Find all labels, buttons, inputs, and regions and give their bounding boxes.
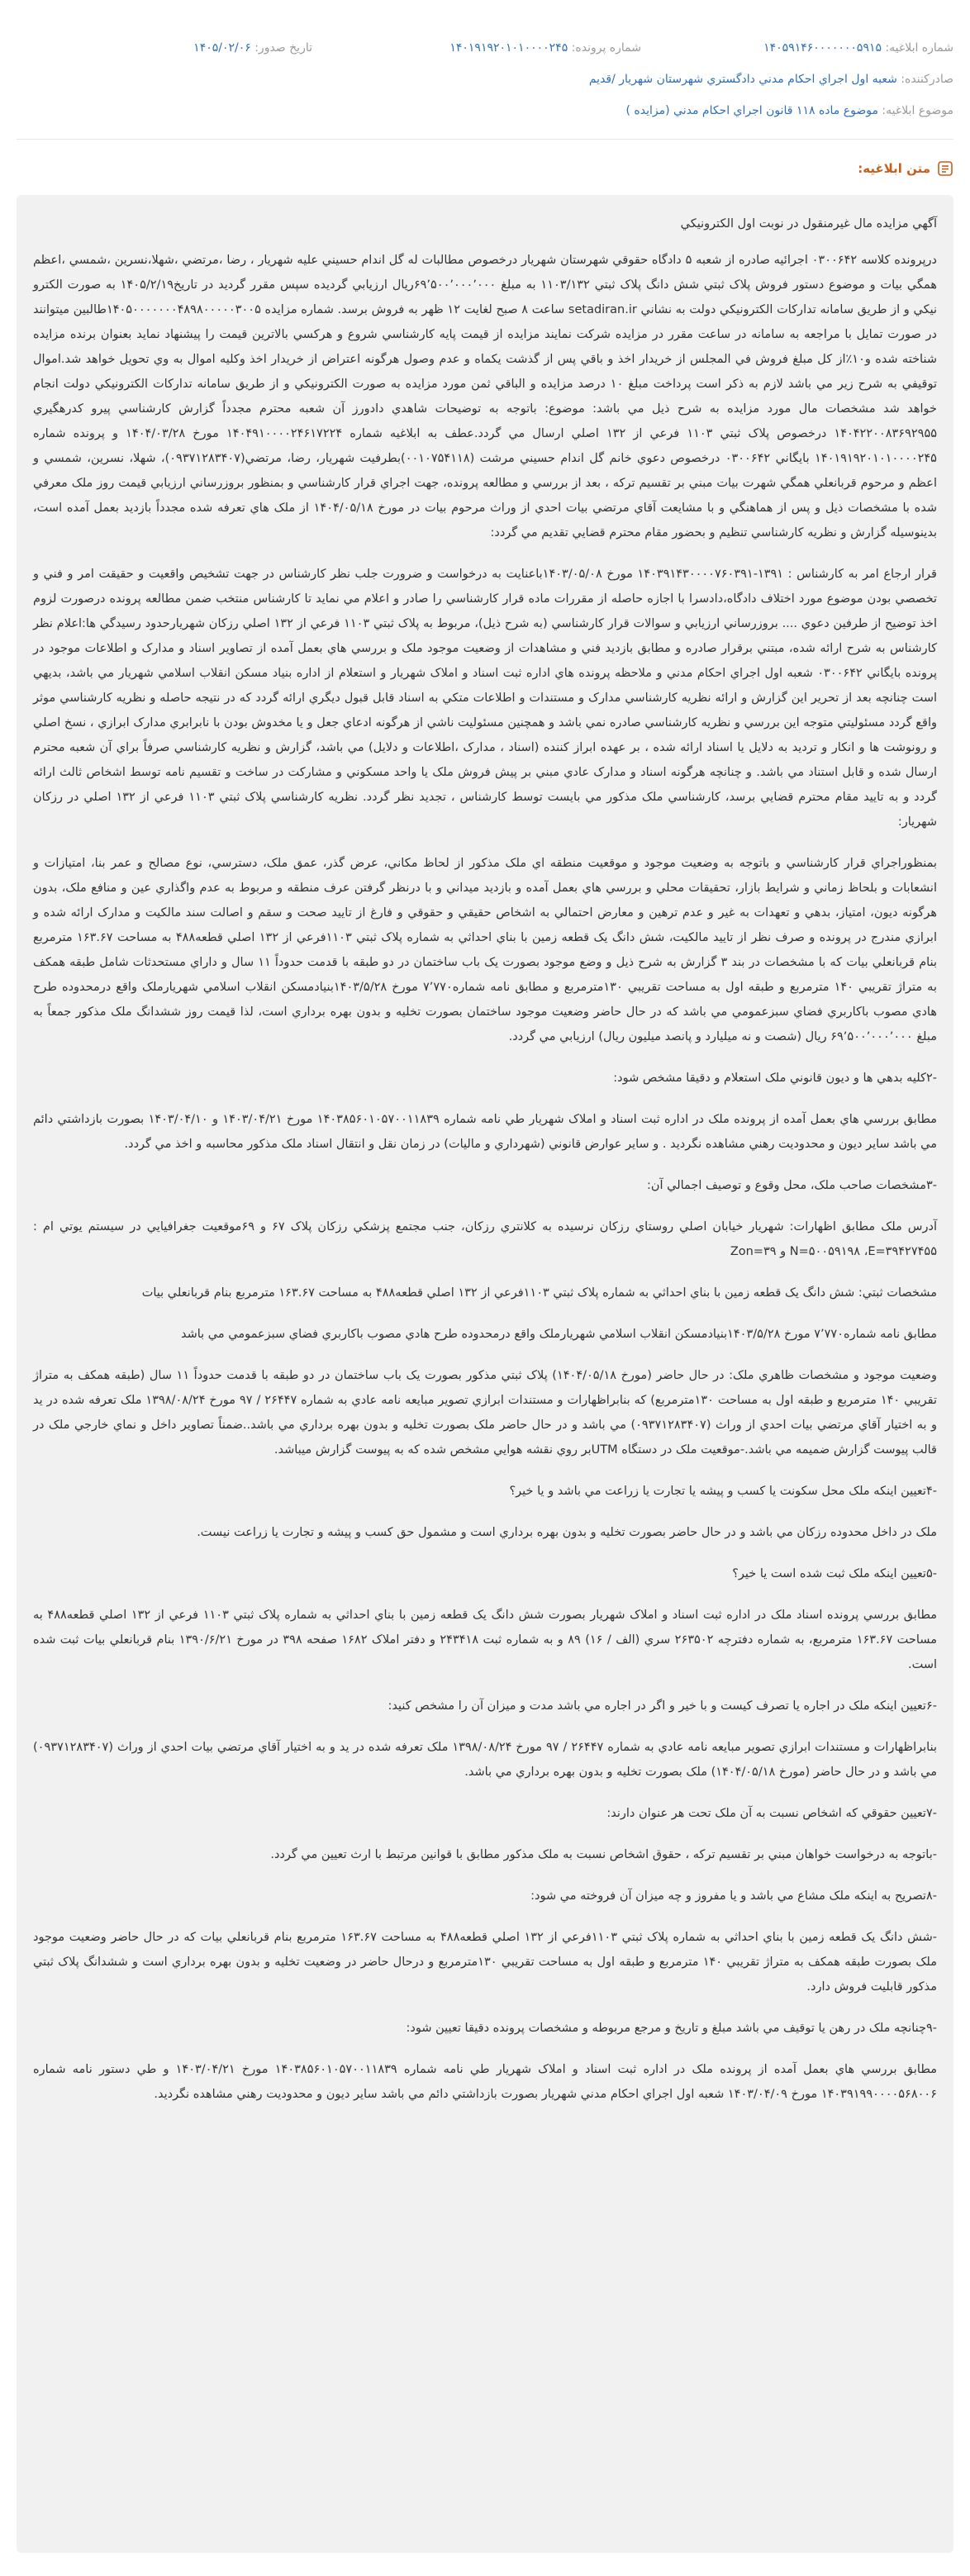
notice-paragraph: -۵تعيين اينکه ملک ثبت شده است يا خير؟ xyxy=(732,1567,937,1580)
notice-heading-text: آگهي مزايده مال غيرمنقول در نوبت اول الکترونيکي xyxy=(680,217,937,231)
notice-paragraph: بنابراظهارات و مستندات ابرازي تصوير مبايعه نامه عادي به شماره ۲۶۴۴۷ / ۹۷ مورخ ۱۳۹۸/۰۸/۲۴ ملک تعرفه شده در يد و به اختيار آقاي مرتضي بيات احدي از وراث (۰۹۳۷۱۲۸۳۴۰۷) مي باشد و در حال حاضر (مورخ ۱۴۰۴/۰۵/۱۸) ملک بصورت تخليه و بدون بهره برداري مي باشد. xyxy=(33,1741,937,1779)
notice-text-icon xyxy=(937,160,953,177)
notice-header xyxy=(0,0,970,116)
notice-paragraph: مطابق نامه شماره۷٬۷۷۰ مورخ ۱۴۰۳/۵/۲۸بنيادمسکن انقلاب اسلامي شهريارملک واقع درمحدوده طرح هادي مصوب باکاربري فضاي سبزعمومي مي باشد xyxy=(180,1328,937,1341)
notice-paragraph: بمنظوراجراي قرار کارشناسي و باتوجه به وضعيت موجود و موقعيت منطقه اي ملک مذکور از لحاظ مکاني، عرض گذر، عمق ملک، دسترسي، نوع مصالح و عمر بنا، امتيازات و انشعابات و بلحاظ زماني و شرايط بازار، تحقيقات محلي و بررسي هاي بعمل آمده و بازديد ميداني و با درنظر گرفتن عرف منطقه و مربوط به عدم واگذاري عين و منافع ملک، بدون هرگونه ديون، امتياز، بدهي و تعهدات به غير و عدم ترهين و معارض احتمالي به اشخاص حقيقي و حقوقي و فارغ از تاييد صحت و سقم و اصالت سند مالکيت و مدارک ارائه شده و ابرازي مندرج در پرونده و صرف نظر از تاييد مالکيت، شش دانگ يک قطعه زمين با بناي احداثي به شماره پلاک ثبتي ۱۱۰۳فرعي از ۱۳۲ اصلي قطعه۴۸۸ به مساحت ۱۶۳.۶۷ مترمربع بنام قربانعلي بيات که با مشخصات در بند ۳ گزارش به شرح ذيل و وضع موجود بصورت يک باب ساختمان در دو طبقه با قدمت حدوداً ۱۱ سال و داراي مستحدثات شامل طبقه همکف به متراژ تقريبي ۱۴۰ مترمربع و طبقه اول به مساحت تقريبي ۱۳۰مترمربع و مطابق نامه شماره۷٬۷۷۰ مورخ ۱۴۰۳/۵/۲۸بنيادمسکن انقلاب اسلامي شهريارملک واقع درمحدوده طرح هادي مصوب باکاربري فضاي سبزعمومي مي باشد که در حال حاضر وضعيت موجود ساختمان بصورت تخليه و بدون بهره برداري است، لذا قيمت روز ششدانگ ملک مذکور جمعاً به مبلغ ۶۹٬۵۰۰٬۰۰۰٬۰۰۰ ريال (شصت و نه ميليارد و پانصد ميليون ريال) ارزيابي مي گردد. xyxy=(33,857,937,1043)
notice-paragraph: -۲کليه بدهي ها و ديون قانوني ملک استعلام و دقيقا مشخص شود: xyxy=(613,1072,937,1085)
issue-date-label: تاريخ صدور: xyxy=(254,41,312,55)
notice-text-title: متن ابلاغیه: xyxy=(858,161,930,176)
notice-number-label: شماره ابلاغيه: xyxy=(885,41,953,55)
notice-paragraph: -۳مشخصات صاحب ملک، محل وقوع و توصيف اجمالي آن: xyxy=(646,1179,937,1192)
notice-number-value: ۱۴۰۵۹۱۴۶۰۰۰۰۰۰۰۵۹۱۵ xyxy=(763,41,882,55)
notice-paragraph: آدرس ملک مطابق اظهارات: شهريار خيابان اصلي روستاي رزکان نرسيده به کلانتري رزکان، جنب مجتمع پزشکي رزکان پلاک ۶۷ و ۶۹موقعيت جغرافيايي در سيستم يوتي ام : N=۵۰۰۵۹۱۹۸ ،E=۳۹۴۲۷۴۵۵ و Zon=۳۹ xyxy=(33,1220,937,1258)
case-number-value: ۱۴۰۱۹۱۹۲۰۱۰۱۰۰۰۰۲۴۵ xyxy=(449,41,568,55)
case-number xyxy=(449,41,641,55)
notice-paragraph: -شش دانگ يک قطعه زمين با بناي احداثي به شماره پلاک ثبتي ۱۱۰۳فرعي از ۱۳۲ اصلي قطعه۴۸۸ به مساحت ۱۶۳.۶۷ مترمربع بنام قربانعلي بيات که در حال حاضر وضعيت موجود ملک بصورت طبقه همکف به متراژ تقريبي ۱۴۰ مترمربع و طبقه اول به مساحت تقريبي ۱۳۰مترمربع و درحال حاضر در وضعيت تخليه و بدون بهره برداري است و ششدانگ پلاک ثبتي مذکور قابليت فروش دارد. xyxy=(33,1931,938,1994)
notice-paragraph: درپرونده کلاسه ۰۳۰۰۶۴۲ اجرائيه صادره از شعبه ۵ دادگاه حقوقي شهرستان شهريار درخصوص مطالبات له گل اندام حسيني عليه شهريار ، رضا ،مرتضي ،شهلا،نسرين ،شمسي ،اعظم همگي بيات و موضوع دستور فروش پلاک ثبتي شش دانگ پلاک ثبتي ۱۱۰۳/۱۳۲ به مبلغ ۶۹٬۵۰۰٬۰۰۰٬۰۰۰ريال ارزيابي گرديده سپس مقرر گرديد در تاريخ۱۴۰۵/۲/۱۹ به صورت الکترو نيکي و از طريق سامانه تدارکات الکترونيکي دولت به نشاني setadiran.ir ساعت ۸ صبح لغايت ۱۲ ظهر به فروش برسد. شماره مزايده ۱۴۰۵۰۰۰۰۰۰۰۴۸۹۸۰۰۰۰۰۳۰۰۵طالبين ميتوانند در صورت تمايل با مراجعه به سامانه در ساعت مقرر در مزايده شرکت نمايند مزايده از قيمت پايه کارشناسي شروع و هرکسي بالاترين قيمت را پيشنهاد نمايد بعنوان برنده مزايده شناخته شده و۱۰٪از کل مبلغ فروش في المجلس از خريدار اخذ و باقي پس از گذشت يکماه و عدم وصول هرگونه اعتراض از خريدار اخذ وکليه اموال به وي تحويل خواهد شد.اموال توقيفي به شرح زير مي باشد لازم به ذکر است پرداخت مبلغ ۱۰ درصد مزايده و الباقي ثمن مورد مزايده به صورت الکترونيکي و از طريق سامانه تدارکات الکترونيکي دولت انجام خواهد شد مشخصات مال مورد مزايده به شرح ذيل مي باشد: موضوع: باتوجه به توضيحات شاهدي دادورز آن شعبه محترم مجدداً گزارش کارشناسي پيرو کدرهگيري ۱۴۰۴۲۲۰۰۸۳۶۹۲۹۵۵ درخصوص پلاک ثبتي ۱۱۰۳ فرعي از ۱۳۲ اصلي ارسال مي گردد.عطف به ابلاغيه شماره ۱۴۰۴۹۱۰۰۰۰۲۴۶۱۷۲۲۴ مورخ ۱۴۰۴/۰۳/۲۸ و پرونده شماره ۱۴۰۱۹۱۹۲۰۱۰۱۰۰۰۰۲۴۵ بايگاني ۰۳۰۰۶۴۲ درخصوص دعوي خانم گل اندام حسيني مرشت (۰۰۱۰۷۵۴۱۱۸)بطرفيت شهريار، رضا، مرتضي(۰۹۳۷۱۲۸۳۴۰۷)، شهلا، نسرين، شمسي و اعظم و مرحوم قربانعلي همگي شهرت بيات مبني بر تقسيم ترکه ، بعد از بررسي و مطالعه پرونده، جهت اجراي قرار کارشناسي و بمنظور بروزرساني ارزيابي قيمت روز ملک معرفي شده با مشخصات ذيل و پس از هماهنگي و با مشايعت آقاي مرتضي بيات احدي از وراث مرحوم بيات در مورخ ۱۴۰۴/۰۵/۱۸ از ملک هاي تعرفه شده مجدداً بازديد بعمل آمده است، بدينوسيله گزارش و نظريه کارشناسي تنظيم و بحضور مقام محترم قضايي تقديم مي گردد: xyxy=(33,254,938,539)
notice-body xyxy=(17,195,953,2553)
subject-value: موضوع ماده ۱۱۸ قانون اجراي احکام مدني (مزايده ) xyxy=(625,104,878,117)
notice-meta-row xyxy=(17,41,953,64)
notice-number xyxy=(763,41,953,55)
notice-paragraph: -۹چنانچه ملک در رهن يا توقيف مي باشد مبلغ و تاريخ و مرجع مربوطه و مشخصات پرونده دقيقا تعيين شود: xyxy=(406,2022,937,2035)
issuer-value: شعبه اول اجراي احکام مدني دادگستري شهرستان شهريار /قديم xyxy=(588,73,897,86)
issuer-label: صادرکننده: xyxy=(901,73,953,86)
notice-paragraph: مشخصات ثبتي: شش دانگ يک قطعه زمين با بناي احداثي به شماره پلاک ثبتي ۱۱۰۳فرعي از ۱۳۲ اصلي قطعه۴۸۸ به مساحت ۱۶۳.۶۷ مترمربع بنام قربانعلي بيات xyxy=(141,1286,937,1300)
notice-paragraph: ملک در داخل محدوده رزکان مي باشد و در حال حاضر بصورت تخليه و بدون بهره برداري است و مشمول حق کسب و پيشه و تجارت يا زراعت نيست. xyxy=(197,1526,937,1539)
issue-date xyxy=(193,41,312,55)
subject-label: موضوع ابلاغیه: xyxy=(882,104,953,117)
notice-paragraph: -۷تعيين حقوقي که اشخاص نسبت به آن ملک تحت هر عنوان دارند: xyxy=(606,1807,937,1820)
case-number-label: شماره پرونده: xyxy=(571,41,641,55)
notice-paragraph: -۴تعيين اينکه ملک محل سکونت يا کسب و پيشه يا تجارت يا زراعت مي باشد و يا خير؟ xyxy=(509,1485,937,1498)
notice-paragraph: -۸تصريح به اينکه ملک مشاع مي باشد و يا مفروز و چه ميزان آن فروخته مي شود: xyxy=(530,1889,937,1903)
notice-paragraphs xyxy=(17,195,953,2140)
notice-paragraph: مطابق بررسي هاي بعمل آمده از پرونده ملک در اداره ثبت اسناد و املاک شهريار طي نامه شماره ۱۴۰۳۸۵۶۰۱۰۵۷۰۰۱۱۸۳۹ مورخ ۱۴۰۳/۰۴/۲۱ و طي دستور نامه شماره ۱۴۰۳۹۱۹۹۰۰۰۰۵۶۸۰۰۶ مورخ ۱۴۰۳/۰۴/۰۹ شعبه اول اجراي احکام مدني شهريار بصورت بازداشتي دائم مي باشد ساير ديون و محدوديت رهني مشاهده نگرديد. xyxy=(33,2063,937,2101)
notice-text-heading xyxy=(858,157,953,180)
notice-paragraph: مطابق بررسي پرونده اسناد ملک در اداره ثبت اسناد و املاک شهريار بصورت شش دانگ يک قطعه زمين با بناي احداثي به شماره پلاک ثبتي ۱۱۰۳ فرعي از ۱۳۲ اصلي قطعه۴۸۸ به مساحت ۱۶۳.۶۷ مترمربع، به شماره دفترچه ۲۶۳۵۰۲ سري (الف / ۱۶) ۸۹ و به شماره ثبت ۲۴۳۴۱۸ و دفتر املاک ۱۶۸۲ صفحه ۳۹۸ در مورخ ۱۳۹۰/۶/۲۱ بنام قربانعلي بيات ثبت شده است. xyxy=(33,1609,938,1671)
notice-paragraph: وضعيت موجود و مشخصات ظاهري ملک: در حال حاضر (مورخ ۱۴۰۴/۰۵/۱۸) پلاک ثبتي مذکور بصورت يک باب ساختمان در دو طبقه با قدمت حدوداً ۱۱ سال (طبقه همکف به متراژ تقريبي ۱۴۰ مترمربع و طبقه اول به مساحت ۱۳۰مترمربع) که بنابراظهارات و مستندات ابرازي تصوير مبايعه نامه عادي به شماره ۲۶۴۴۷ / ۹۷ مورخ ۱۳۹۸/۰۸/۲۴ ملک تعرفه شده در يد و به اختيار آقاي مرتضي بيات احدي از وراث (۰۹۳۷۱۲۸۳۴۰۷) مي باشد و در حال حاضر ملک بصورت تخليه و بدون بهره برداري مي باشد..ضمناً تصاوير داخل و نماي خارجي ملک در قالب پيوست گزارش ضميمه مي باشد.-موقعيت ملک در دستگاه UTMبر روي نقشه هوايي مشخص شده که به پيوست گزارش ميباشد. xyxy=(33,1369,938,1457)
notice-paragraph: قرار ارجاع امر به کارشناس : ۱۳۹۱-۱۴۰۳۹۱۴۳۰۰۰۰۷۶۰۳۹۱ مورخ ۱۴۰۳/۰۵/۰۸باعنايت به درخواست و ضرورت جلب نظر کارشناس در جهت تشخيص واقعيت و حقيقت امر و فني و تخصصي بودن موضوع مورد اختلاف دادگاه،دادسرا با اجازه حاصله از مقررات ماده قرار کارشناسي را صادر و اعلام مي نمايد تا کارشناس منتخب ضمن مطالعه پرونده درصورت لزوم اخذ توضيح از طرفين دعوي .... بروزرساني ارزيابي و سوالات قرار کارشناسي (به شرح ذيل)، مربوط به پلاک ثبتي ۱۱۰۳ فرعي از ۱۳۲ اصلي رزکان شهريارحدود رسيدگي ها:اعلام نظر کارشناس به شرح ارائه شده، مبتني برقرار صادره و مطابق بازديد فني و مشاهدات از وضعيت موجود ملک و بررسي هاي بعمل آمده از تصاوير اسناد و مدارک و اطلاعات موجود در پرونده بايگاني ۰۳۰۰۶۴۲ شعبه اول اجراي احکام مدني و ملاحظه پرونده هاي اداره ثبت اسناد و املاک شهريار و استعلام از اداره بنياد مسکن انقلاب اسلامي شهريار مي باشد، بديهي است چنانچه بعد از تحرير اين گزارش و ارائه نظريه کارشناسي مدارک و مستندات و اطلاعات متکي به اسناد قابل قبول ديگري ارائه گردد که در نتيجه حاصله و نظريه کارشناسي موثر واقع گردد مسئوليتي متوجه اين بررسي و نظريه کارشناسي صادره نمي باشد و همچنين مسئوليت ناشي از هرگونه ادعاي جعل و يا مخدوش بودن با نابرابري مدارک ابرازي ، نسخ اصلي و رونوشت ها و انکار و ترديد به دلايل يا اسناد ارائه شده ، بر عهده ابراز کننده (اسناد ، مدارک ،اطلاعات و دلايل) مي باشد، گزارش و نظريه کارشناسي صرفاً براي آن شعبه محترم ارسال شده و قابل استناد مي باشد. و چنانچه هرگونه اسناد و مدارک عادي مبني بر پيش فروش ملک يا واحد مسکوني و مشارکت در ساخت و تقسيم نامه توسط اشخاص ثالث ارائه گردد و به تاييد مقام محترم قضايي برسد، کارشناسي ملک مذکور مي بايست توسط کارشناس ، تجديد نظر گردد. نظريه کارشناسي پلاک ثبتي ۱۱۰۳ فرعي از ۱۳۲ اصلي در رزکان شهريار: xyxy=(33,568,938,829)
notice-paragraph: -باتوجه به درخواست خواهان مبني بر تقسيم ترکه ، حقوق اشخاص نسبت به ملک مذکور مطابق با قوانين مرتبط با ارث تعيين مي گردد. xyxy=(270,1848,937,1861)
subject-line xyxy=(626,104,953,117)
notice-paragraph: -۶تعيين اينکه ملک در اجاره يا تصرف کيست و با خير و اگر در اجاره مي باشد مدت و ميزان آن را مشخص کنيد: xyxy=(388,1699,937,1713)
notice-paragraph: مطابق بررسي هاي بعمل آمده از پرونده ملک در اداره ثبت اسناد و املاک شهريار طي نامه شماره ۱۴۰۳۸۵۶۰۱۰۵۷۰۰۱۱۸۳۹ مورخ ۱۴۰۳/۰۴/۲۱ و ۱۴۰۳/۰۴/۱۰ بصورت بازداشتي دائم مي باشد ساير ديون و محدوديت رهني مشاهده نگرديد . و ساير عوارض قانوني (شهرداري و ماليات) در زمان نقل و انتقال اسناد ملک مذکور محاسبه و اخذ مي گردد. xyxy=(33,1113,937,1151)
header-divider xyxy=(17,139,953,140)
issuer-line xyxy=(589,73,953,86)
issue-date-value: ۱۴۰۵/۰۲/۰۶ xyxy=(193,41,251,55)
